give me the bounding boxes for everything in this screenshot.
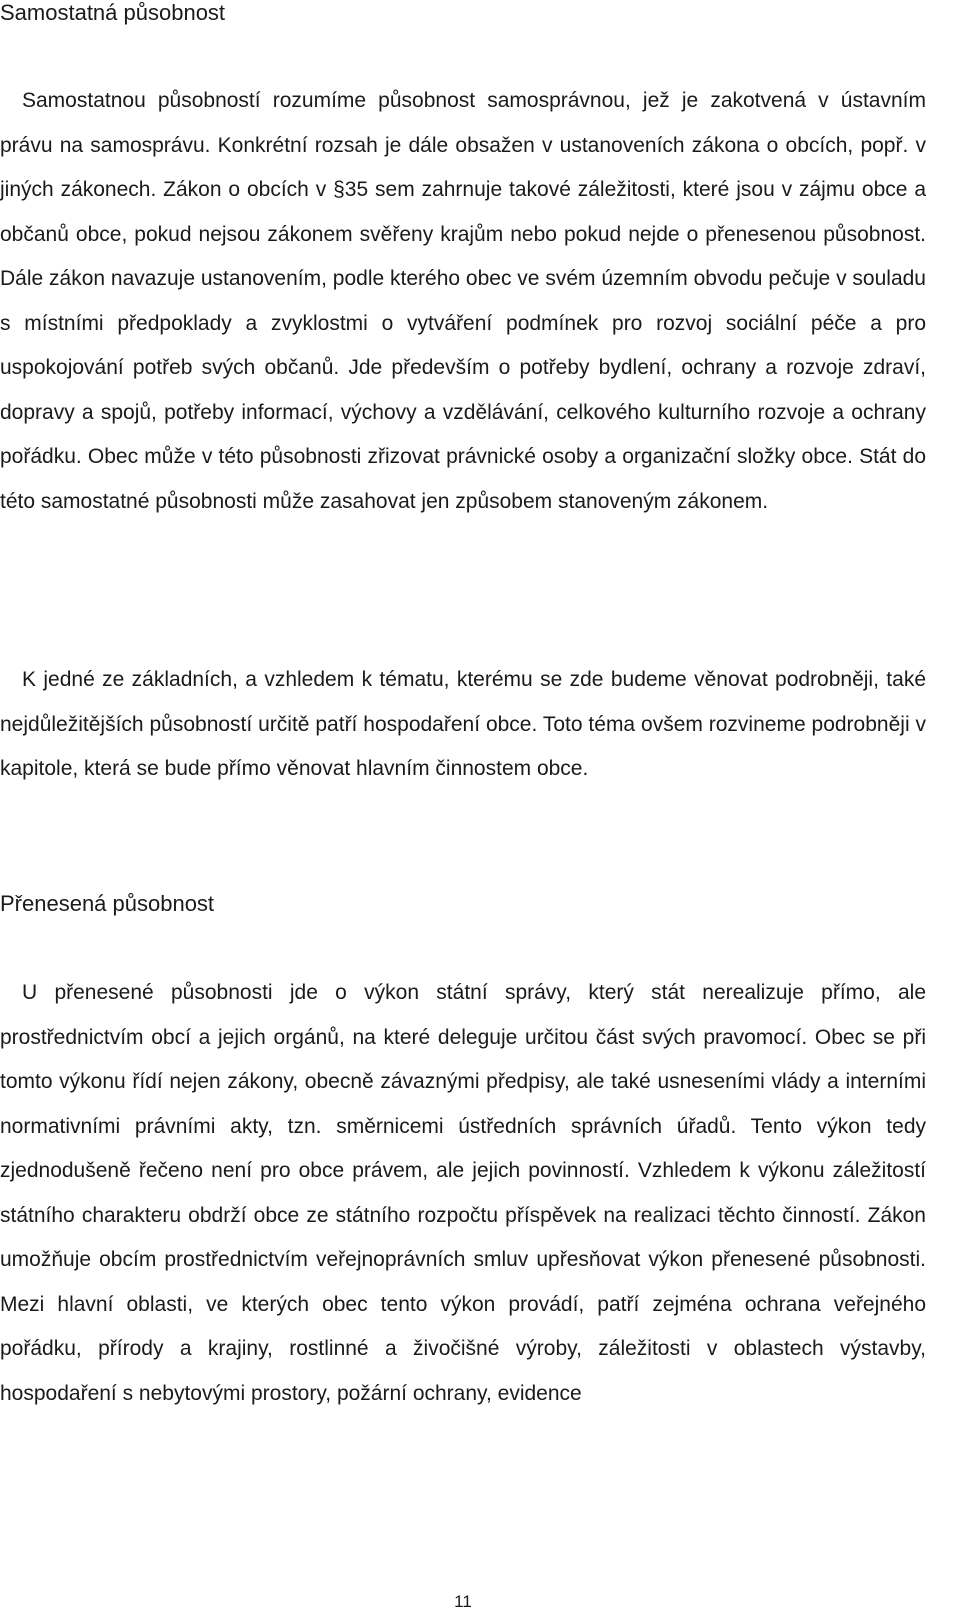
paragraph-samostatna-2: K jedné ze základních, a vzhledem k tématu, kterému se zde budeme věnovat podrobněji, také nejdůležitějších působností určitě patří hospodaření obce. Toto téma ovšem rozvineme podrobněji v kapitole, která se bude přímo věnovat hlavním činnostem obce. [0,668,926,780]
section-heading-samostatna: Samostatná působnost [0,0,226,25]
section-heading-prenesena: Přenesená působnost [0,891,215,916]
paragraph-prenesena-1: U přenesené působnosti jde o výkon státní správy, který stát nerealizuje přímo, ale prostřednictvím obcí a jejich orgánů, na které deleguje určitou část svých pravomocí. Obec se při tomto výkonu řídí nejen zákony, obecně závaznými předpisy, ale také usneseními vlády a interními normativními právními akty, tzn. směrnicemi ústředních správních úřadů. Tento výkon tedy zjednodušeně řečeno není pro obce právem, ale jejich povinností. Vzhledem k výkonu záležitostí státního charakteru obdrží obce ze státního rozpočtu příspěvek na realizaci těchto činností. Zákon umožňuje obcím prostřednictvím veřejnoprávních smluv upřesňovat výkon přenesené působnosti. Mezi hlavní oblasti, ve kterých obec tento výkon provádí, patří zejména ochrana veřejného pořádku, přírody a krajiny, rostlinné a živočišné výroby, záležitosti v oblastech výstavby, hospodaření s nebytovými prostory, požární ochrany, evidence [0,981,926,1405]
page-number: 11 [454,1592,472,1611]
paragraph-samostatna-1: Samostatnou působností rozumíme působnost samosprávnou, jež je zakotvená v ústavním právu na samosprávu. Konkrétní rozsah je dále obsažen v ustanoveních zákona o obcích, popř. v jiných zákonech. Zákon o obcích v §35 sem zahrnuje takové záležitosti, které jsou v zájmu obce a občanů obce, pokud nejsou zákonem svěřeny krajům nebo pokud nejde o přenesenou působnost. Dále zákon navazuje ustanovením, podle kterého obec ve svém územním obvodu pečuje v souladu s místními předpoklady a zvyklostmi o vytváření podmínek pro rozvoj sociální péče a pro uspokojování potřeb svých občanů. Jde především o potřeby bydlení, ochrany a rozvoje zdraví, dopravy a spojů, potřeby informací, výchovy a vzdělávání, celkového kulturního rozvoje a ochrany pořádku. Obec může v této působnosti zřizovat právnické osoby a organizační složky obce. Stát do této samostatné působnosti může zasahovat jen způsobem stanoveným zákonem. [0,89,926,513]
